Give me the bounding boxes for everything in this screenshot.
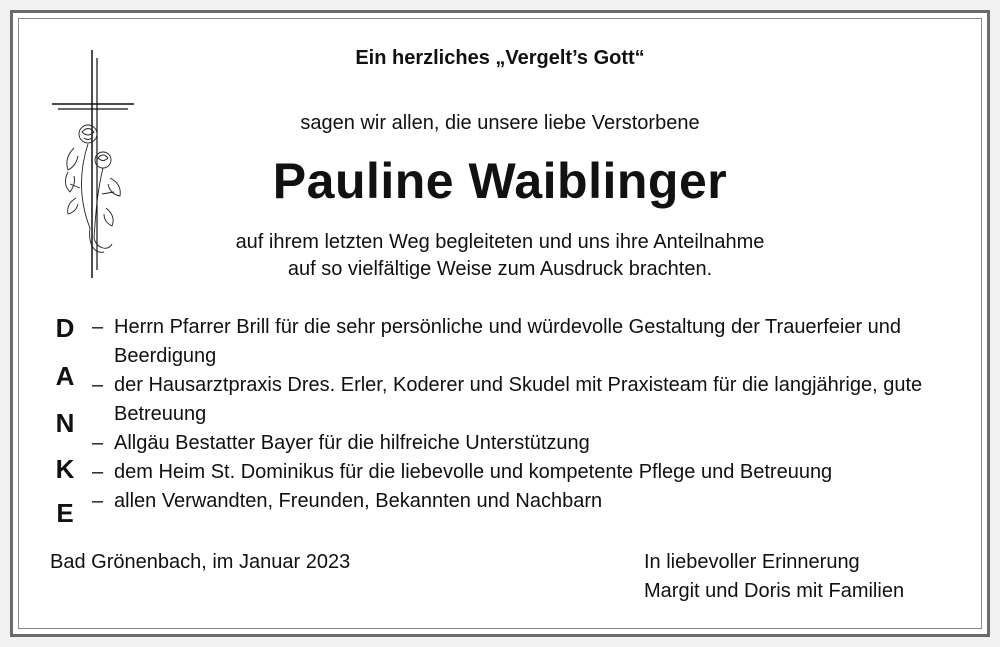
thanks-text: Herrn Pfarrer Brill für die sehr persönliche und würdevolle Gestaltung der Trauerfeier und Beerdigung (114, 316, 902, 367)
list-dash: – (92, 432, 104, 454)
deceased-name: Pauline Waiblinger (272, 153, 728, 209)
list-dash: – (92, 461, 104, 483)
list-dash: – (92, 316, 104, 338)
thanks-text: allen Verwandten, Freunden, Bekannten und Nachbarn (114, 490, 603, 512)
danke-letter-k: K (55, 454, 75, 484)
list-item (92, 371, 972, 429)
danke-letter-n: N (55, 408, 75, 438)
list-item (92, 458, 972, 487)
headline: Ein herzliches „Vergelt’s Gott“ (355, 47, 645, 69)
danke-letter-e: E (56, 498, 74, 528)
intro-text: sagen wir allen, die unsere liebe Verstorbene (300, 112, 700, 134)
thanks-list (92, 313, 972, 516)
place-date: Bad Grönenbach, im Januar 2023 (50, 551, 351, 573)
body-line-2: auf so vielfältige Weise zum Ausdruck brachten. (287, 258, 713, 280)
list-dash: – (92, 374, 104, 396)
body-line-1: auf ihrem letzten Weg begleiteten und uns ihre Anteilnahme (235, 231, 765, 253)
danke-letter-a: A (55, 361, 75, 391)
signoff-line-2: Margit und Doris mit Familien (644, 580, 905, 602)
danke-letter-d: D (55, 313, 75, 343)
list-item (92, 313, 972, 371)
thanks-text: dem Heim St. Dominikus für die liebevolle und kompetente Pflege und Betreuung (114, 461, 833, 483)
list-dash: – (92, 490, 104, 512)
signoff (644, 548, 904, 606)
signoff-line-1: In liebevoller Erinnerung (644, 551, 860, 573)
thanks-text: Allgäu Bestatter Bayer für die hilfreiche Unterstützung (114, 432, 590, 454)
thanks-text: der Hausarztpraxis Dres. Erler, Koderer und Skudel mit Praxisteam für die langjährige, gute Betreuung (114, 374, 923, 425)
list-item (92, 429, 972, 458)
list-item (92, 487, 972, 516)
